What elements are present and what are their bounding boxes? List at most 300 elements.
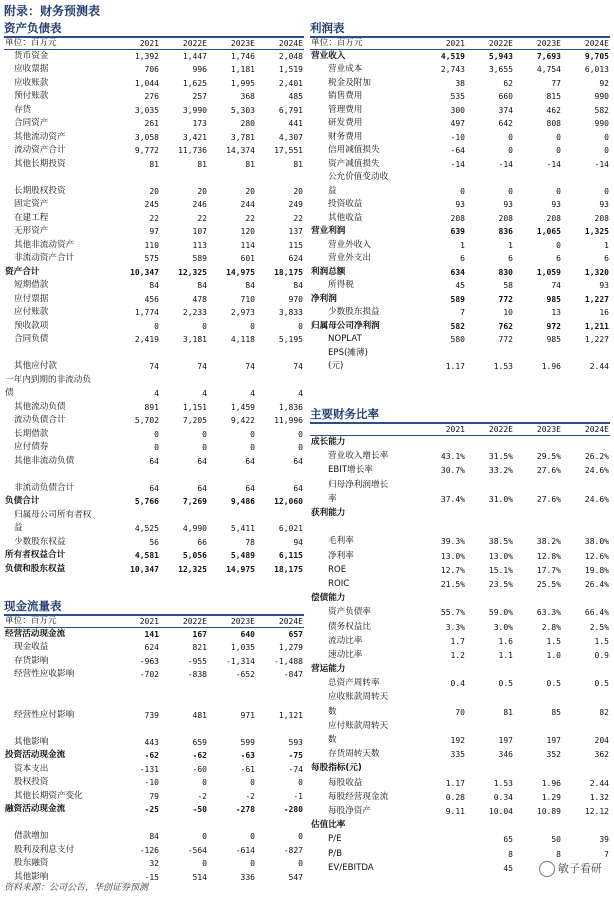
cell-value: -2 xyxy=(245,791,255,801)
table-row xyxy=(310,634,610,648)
table-row xyxy=(310,252,610,266)
cell-value: 3.0% xyxy=(493,622,513,632)
row-label: 其他影响 xyxy=(14,736,49,747)
cell-value: 31.0% xyxy=(488,494,513,504)
cell-value: 5,056 xyxy=(182,551,207,561)
table-row xyxy=(4,414,304,428)
cell-value: 85 xyxy=(551,707,561,717)
cell-value: 24.6% xyxy=(584,466,609,476)
cell-value: 43.1% xyxy=(440,452,465,462)
cell-value: 639 xyxy=(450,227,465,237)
cell-value: 20 xyxy=(149,186,159,196)
row-label: 投资活动现金流 xyxy=(5,750,66,761)
cell-value: 246 xyxy=(192,200,207,210)
cell-value: 374 xyxy=(498,105,513,115)
cell-value xyxy=(514,819,562,833)
cell-value: 12,060 xyxy=(274,497,303,507)
cell-value: 64 xyxy=(149,456,159,466)
balance-sheet xyxy=(4,20,304,576)
row-label: 长期股权投资 xyxy=(14,185,66,196)
table-row xyxy=(4,509,304,523)
cell-value xyxy=(562,762,610,776)
row-label: 债 xyxy=(5,388,14,399)
cell-value: 197 xyxy=(498,736,513,746)
cell-value: 0 xyxy=(154,443,159,453)
year-header: 2022E xyxy=(466,38,514,50)
row-label: 净利率 xyxy=(328,550,354,561)
cell-value: 657 xyxy=(288,630,303,639)
cell-value xyxy=(208,347,256,361)
cell-value: 0 xyxy=(250,859,255,869)
cell-value: 0.9 xyxy=(594,650,609,660)
table-row xyxy=(4,763,304,777)
row-label: 资本支出 xyxy=(14,763,49,774)
cell-value xyxy=(256,509,304,523)
cell-value: 113 xyxy=(192,240,207,250)
cell-value: 3,833 xyxy=(278,308,303,318)
row-label xyxy=(4,817,112,831)
table-row xyxy=(4,857,304,871)
year-header: 2021 xyxy=(418,38,466,50)
cell-value: 10.89 xyxy=(536,806,561,816)
cell-value: 624 xyxy=(144,643,159,653)
cell-value: 14,975 xyxy=(226,267,255,277)
table-row xyxy=(310,63,610,77)
cell-value: 4 xyxy=(250,389,255,399)
cell-value: 2.44 xyxy=(589,362,609,372)
table-row xyxy=(4,306,304,320)
row-label: 率 xyxy=(328,493,337,504)
cell-value: 575 xyxy=(144,254,159,264)
income-title: 利润表 xyxy=(310,20,610,38)
cell-value: 3,655 xyxy=(488,65,513,75)
cell-value: -61 xyxy=(240,764,255,774)
cell-value: 0 xyxy=(154,321,159,331)
cell-value: 26.4% xyxy=(584,579,609,589)
table-row xyxy=(4,279,304,293)
cell-value xyxy=(418,719,466,733)
cell-value: 1,059 xyxy=(536,267,561,277)
cell-value: 9.11 xyxy=(445,806,465,816)
watermark-text: 敏子看研 xyxy=(558,862,602,875)
cell-value: 84 xyxy=(293,281,303,291)
cell-value xyxy=(466,347,514,361)
row-label: 投资收益 xyxy=(328,199,363,210)
cell-value: 5,303 xyxy=(230,105,255,115)
cell-value: 0 xyxy=(202,321,207,331)
cell-value xyxy=(256,817,304,831)
cell-value: 18,175 xyxy=(274,564,303,574)
cell-value: -838 xyxy=(187,670,207,680)
row-label: 应付账款 xyxy=(14,307,49,318)
cell-value xyxy=(256,695,304,709)
cell-value: 0.5 xyxy=(594,679,609,689)
cell-value: 10,347 xyxy=(130,267,159,277)
cell-value xyxy=(160,347,208,361)
cell-value: 64 xyxy=(245,456,255,466)
cell-value xyxy=(514,521,562,535)
cashflow-statement xyxy=(4,598,304,884)
cell-value: 244 xyxy=(240,200,255,210)
row-label: 其他长期资产变化 xyxy=(14,790,83,801)
cell-value: 582 xyxy=(594,105,609,115)
cell-value xyxy=(160,509,208,523)
cell-value: 9,705 xyxy=(584,52,609,61)
cell-value: 20 xyxy=(245,186,255,196)
cell-value: 7 xyxy=(604,849,609,859)
cell-value: 30.7% xyxy=(440,466,465,476)
cell-value: 38 xyxy=(455,78,465,88)
table-row xyxy=(4,628,304,642)
cell-value: 996 xyxy=(192,65,207,75)
row-label: 股利及利息支付 xyxy=(14,844,75,855)
cell-value xyxy=(160,468,208,482)
row-label: P/B xyxy=(328,848,342,859)
table-row xyxy=(310,521,610,535)
row-label xyxy=(310,521,418,535)
cell-value xyxy=(562,663,610,677)
cell-value: 601 xyxy=(240,254,255,264)
cell-value: 257 xyxy=(192,92,207,102)
cell-value: 62 xyxy=(503,78,513,88)
year-header: 2021 xyxy=(112,616,160,628)
cell-value: 0 xyxy=(250,778,255,788)
cell-value: 1.53 xyxy=(493,778,513,788)
cell-value: 762 xyxy=(498,321,513,331)
cell-value xyxy=(514,506,562,520)
row-label: 其他长期投资 xyxy=(14,158,66,169)
table-row xyxy=(310,563,610,577)
table-header-row xyxy=(310,38,610,50)
cell-value: 1,320 xyxy=(584,267,609,277)
table-row xyxy=(4,655,304,669)
row-label xyxy=(4,468,112,482)
cell-value: -955 xyxy=(187,656,207,666)
cell-value: 547 xyxy=(288,872,303,882)
cell-value: 836 xyxy=(498,227,513,237)
cell-value: 634 xyxy=(450,267,465,277)
cell-value: 706 xyxy=(144,65,159,75)
cell-value: 280 xyxy=(240,119,255,129)
row-label: 负债和股东权益 xyxy=(5,563,66,574)
cell-value: 17,551 xyxy=(274,146,303,156)
cell-value: 5,702 xyxy=(134,416,159,426)
cell-value: 12.12 xyxy=(584,806,609,816)
cell-value: 772 xyxy=(498,335,513,345)
table-row xyxy=(4,468,304,482)
cell-value xyxy=(418,663,466,677)
table-row xyxy=(4,158,304,172)
row-label: 信用减值损失 xyxy=(328,145,380,156)
cell-value: 5,943 xyxy=(488,52,513,61)
cell-value xyxy=(112,374,160,388)
row-label xyxy=(4,695,112,709)
cell-value: 2,419 xyxy=(134,335,159,345)
cell-value: 1,392 xyxy=(134,52,159,61)
cell-value: 45 xyxy=(503,863,513,873)
table-row xyxy=(310,847,610,861)
cell-value: 3,421 xyxy=(182,132,207,142)
cell-value: 70 xyxy=(455,707,465,717)
cell-value xyxy=(466,436,514,450)
cell-value: 12,325 xyxy=(178,564,207,574)
cell-value: 441 xyxy=(288,119,303,129)
cell-value: 4,990 xyxy=(182,524,207,534)
cell-value: 514 xyxy=(192,872,207,882)
unit-label xyxy=(310,424,418,436)
cell-value: 640 xyxy=(240,630,255,639)
table-row xyxy=(4,320,304,334)
cell-value xyxy=(466,592,514,606)
cell-value: 192 xyxy=(450,736,465,746)
cell-value: 1.17 xyxy=(445,778,465,788)
cell-value xyxy=(418,171,466,185)
cell-value: -1 xyxy=(293,791,303,801)
table-row xyxy=(4,185,304,199)
cell-value: -62 xyxy=(144,751,159,761)
cell-value: 11,736 xyxy=(178,146,207,156)
cell-value: 1,995 xyxy=(230,78,255,88)
cell-value xyxy=(418,436,466,450)
cell-value: 38.0% xyxy=(584,537,609,547)
cell-value: 114 xyxy=(240,240,255,250)
table-row xyxy=(4,50,304,64)
cell-value xyxy=(418,762,466,776)
table-row xyxy=(310,198,610,212)
cell-value: 55.7% xyxy=(440,608,465,618)
table-row xyxy=(310,790,610,804)
table-row xyxy=(4,682,304,696)
cell-value: 485 xyxy=(288,92,303,102)
row-label: 应收票据 xyxy=(14,64,49,75)
cell-value: 23.5% xyxy=(488,579,513,589)
table-row xyxy=(4,144,304,158)
row-label: 销售费用 xyxy=(328,91,363,102)
cell-value: 971 xyxy=(240,710,255,720)
cell-value: 0.28 xyxy=(445,792,465,802)
cell-value: 456 xyxy=(144,294,159,304)
table-row xyxy=(310,733,610,747)
cell-value: 4,754 xyxy=(536,65,561,75)
table-row xyxy=(4,695,304,709)
cell-value xyxy=(256,374,304,388)
cell-value: 1.5 xyxy=(594,636,609,646)
table-row xyxy=(4,536,304,550)
cell-value: 0 xyxy=(202,859,207,869)
cell-value: 10,347 xyxy=(130,564,159,574)
table-row xyxy=(310,293,610,307)
cell-value: 261 xyxy=(144,119,159,129)
cell-value xyxy=(208,695,256,709)
cell-value: 808 xyxy=(546,119,561,129)
row-label: 固定资产 xyxy=(14,199,49,210)
table-row xyxy=(310,592,610,606)
cell-value: 0 xyxy=(508,186,513,196)
row-label: 营业外支出 xyxy=(328,253,371,264)
row-label: 数 xyxy=(328,735,337,746)
cell-value: 0 xyxy=(250,321,255,331)
cell-value xyxy=(562,171,610,185)
cell-value xyxy=(418,819,466,833)
cell-value: -963 xyxy=(139,656,159,666)
cell-value: 197 xyxy=(546,736,561,746)
table-row xyxy=(4,749,304,763)
cell-value: 0 xyxy=(556,132,561,142)
cell-value: 4 xyxy=(298,389,303,399)
table-row xyxy=(310,225,610,239)
row-label: 归母净利润增长 xyxy=(328,479,389,490)
cell-value: 0 xyxy=(604,132,609,142)
cell-value: 120 xyxy=(240,227,255,237)
cell-value xyxy=(418,861,466,875)
cell-value xyxy=(418,592,466,606)
year-header: 2024E xyxy=(256,616,304,628)
table-row xyxy=(4,90,304,104)
cell-value: 7,205 xyxy=(182,416,207,426)
table-row xyxy=(310,333,610,347)
row-label: 总资产周转率 xyxy=(328,678,380,689)
cell-value: 1.7 xyxy=(450,636,465,646)
table-row xyxy=(4,212,304,226)
cell-value: 9,486 xyxy=(230,497,255,507)
table-row xyxy=(4,117,304,131)
row-label: 长期借款 xyxy=(14,428,49,439)
table-row xyxy=(4,401,304,415)
cell-value xyxy=(514,762,562,776)
cell-value: 208 xyxy=(546,213,561,223)
cell-value: -60 xyxy=(192,764,207,774)
income-statement xyxy=(310,20,610,374)
cell-value: 830 xyxy=(498,267,513,277)
cell-value xyxy=(160,817,208,831)
cell-value xyxy=(466,663,514,677)
row-label: 每股经营现金流 xyxy=(328,791,389,802)
cell-value: 642 xyxy=(498,119,513,129)
cell-value xyxy=(562,436,610,450)
row-label: 每股指标(元) xyxy=(311,763,362,774)
cell-value: 19.8% xyxy=(584,565,609,575)
cell-value: 81 xyxy=(149,159,159,169)
row-label: 其他流动资产 xyxy=(14,131,66,142)
row-label: 其他流动负债 xyxy=(14,401,66,412)
cell-value: 970 xyxy=(288,294,303,304)
table-row xyxy=(4,239,304,253)
year-header: 2024E xyxy=(256,38,304,50)
cell-value: 0 xyxy=(298,832,303,842)
row-label: 归属母公司净利润 xyxy=(311,320,380,331)
table-row xyxy=(310,833,610,847)
year-header: 2024E xyxy=(562,424,610,436)
cell-value: 1,121 xyxy=(278,710,303,720)
row-label xyxy=(4,722,112,736)
cell-value: 580 xyxy=(450,335,465,345)
cell-value xyxy=(514,663,562,677)
cell-value: 208 xyxy=(498,213,513,223)
cell-value: 815 xyxy=(546,92,561,102)
cell-value: 0 xyxy=(202,832,207,842)
table-row xyxy=(310,77,610,91)
cell-value xyxy=(514,691,562,705)
cell-value: 64 xyxy=(293,483,303,493)
table-row xyxy=(4,131,304,145)
cell-value: 1,459 xyxy=(230,402,255,412)
cell-value: 821 xyxy=(192,643,207,653)
row-label: 税金及附加 xyxy=(328,77,371,88)
cell-value: 3,035 xyxy=(134,105,159,115)
cell-value: 173 xyxy=(192,119,207,129)
table-row xyxy=(310,306,610,320)
cell-value: 0 xyxy=(298,778,303,788)
table-row xyxy=(4,817,304,831)
row-label: 成长能力 xyxy=(311,437,346,448)
table-row xyxy=(310,663,610,677)
cell-value: 1,044 xyxy=(134,78,159,88)
cell-value: -280 xyxy=(283,805,303,815)
cell-value: 535 xyxy=(450,92,465,102)
table-row xyxy=(310,748,610,762)
cell-value: 7,693 xyxy=(536,52,561,61)
cell-value: 64 xyxy=(245,483,255,493)
cell-value xyxy=(208,374,256,388)
row-label xyxy=(4,682,112,696)
cell-value: 66.4% xyxy=(584,608,609,618)
cell-value: -278 xyxy=(235,805,255,815)
table-row xyxy=(310,762,610,776)
cell-value: 1.1 xyxy=(498,650,513,660)
cell-value: 739 xyxy=(144,710,159,720)
cell-value xyxy=(466,691,514,705)
cell-value: -15 xyxy=(144,872,159,882)
cell-value: 27.6% xyxy=(536,494,561,504)
cell-value: 368 xyxy=(240,92,255,102)
cell-value: -25 xyxy=(144,805,159,815)
cell-value xyxy=(160,722,208,736)
cell-value: 74 xyxy=(197,362,207,372)
cell-value: 167 xyxy=(192,630,207,639)
cell-value: 15.1% xyxy=(488,565,513,575)
cell-value: 660 xyxy=(498,92,513,102)
table-row xyxy=(4,790,304,804)
cell-value: 3,058 xyxy=(134,132,159,142)
cell-value xyxy=(562,691,610,705)
row-label: 毛利率 xyxy=(328,536,354,547)
cell-value: -50 xyxy=(192,805,207,815)
cell-value: 141 xyxy=(144,630,159,639)
cell-value: 593 xyxy=(288,737,303,747)
cell-value: 5,766 xyxy=(134,497,159,507)
cell-value: 26.2% xyxy=(584,452,609,462)
cell-value xyxy=(160,374,208,388)
cell-value: 1.29 xyxy=(541,792,561,802)
row-label: 每股净资产 xyxy=(328,805,371,816)
cell-value: 497 xyxy=(450,119,465,129)
cell-value: 204 xyxy=(594,736,609,746)
year-header: 2023E xyxy=(208,38,256,50)
cell-value: 245 xyxy=(144,200,159,210)
cell-value: 0 xyxy=(556,146,561,156)
cell-value: -10 xyxy=(144,778,159,788)
cell-value: 0.5 xyxy=(498,679,513,689)
row-label: 存货影响 xyxy=(14,655,49,666)
cell-value: 0.5 xyxy=(546,679,561,689)
table-row xyxy=(310,478,610,492)
cell-value: 659 xyxy=(192,737,207,747)
wechat-icon xyxy=(539,861,555,877)
row-label: 获利能力 xyxy=(311,508,346,519)
cell-value xyxy=(160,171,208,185)
row-label: 合同负债 xyxy=(14,334,49,345)
cell-value xyxy=(208,468,256,482)
